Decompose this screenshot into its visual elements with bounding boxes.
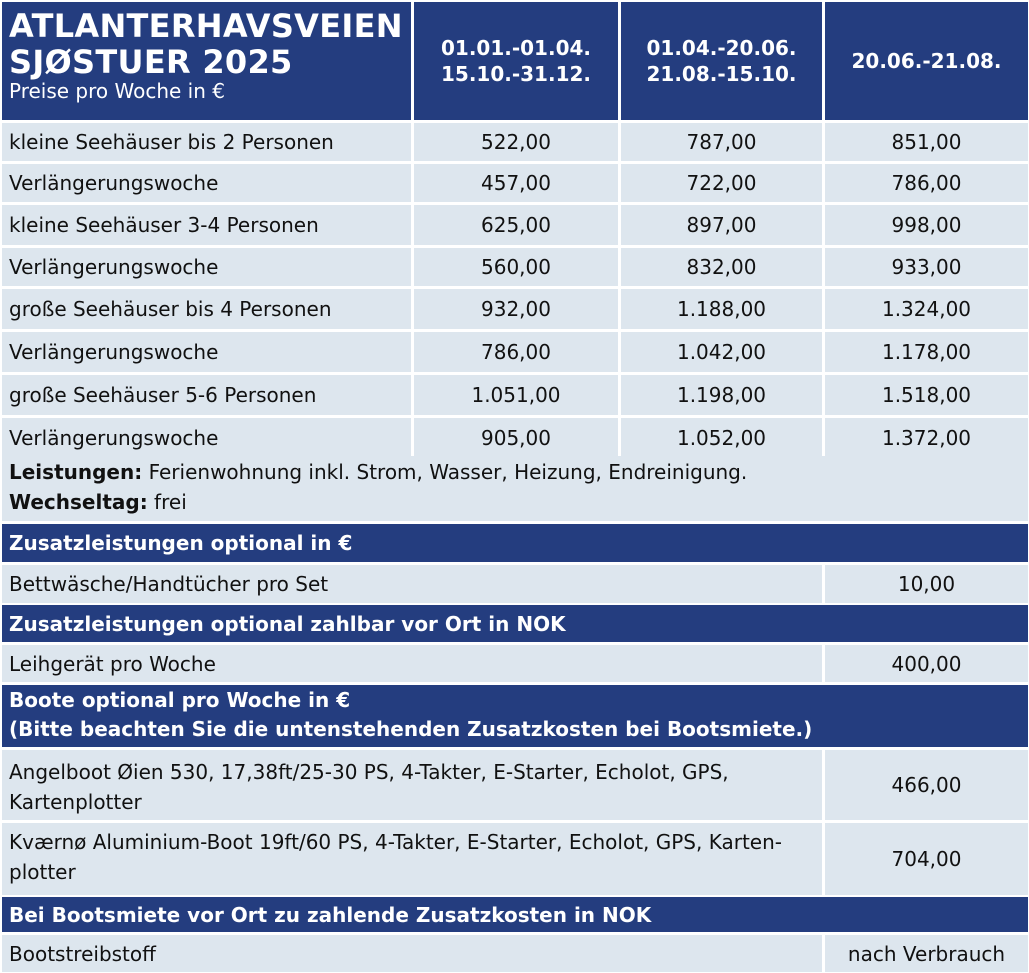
price-row-value-period-3: 786,00 [825, 164, 1028, 202]
title-line-1: ATLANTERHAVSVEIEN [9, 7, 403, 45]
boat-1-label-line-2: Kartenplotter [9, 790, 142, 814]
price-row-value-period-3: 1.178,00 [825, 332, 1028, 372]
boat-2-label [2, 823, 822, 895]
price-row-value-period-2: 1.188,00 [621, 289, 822, 329]
price-row-value-period-3: 1.324,00 [825, 289, 1028, 329]
price-row-value-period-1: 932,00 [414, 289, 618, 329]
notes-cell [2, 456, 1028, 521]
price-row-value-period-1: 905,00 [414, 418, 618, 458]
period-1-line-1: 01.01.-01.04. [440, 36, 592, 60]
section-boats-title [2, 685, 1028, 747]
price-row-value-period-1: 1.051,00 [414, 375, 618, 415]
leistungen-label: Leistungen: [9, 460, 143, 484]
boat-1-label-line-1: Angelboot Øien 530, 17,38ft/25-30 PS, 4-Takter, E-Starter, Echolot, GPS, [9, 760, 729, 784]
price-row-label: Verlängerungswoche [2, 332, 411, 372]
section-extras-eur-title: Zusatzleistungen optional in € [2, 524, 1028, 562]
price-row-value-period-2: 832,00 [621, 248, 822, 286]
price-row-value-period-3: 998,00 [825, 205, 1028, 245]
price-row-value-period-3: 933,00 [825, 248, 1028, 286]
wechseltag-line [9, 490, 1028, 514]
title-line-2: SJØSTUER 2025 [9, 43, 293, 81]
boat-2-value: 704,00 [825, 823, 1028, 895]
wechseltag-label: Wechseltag: [9, 490, 148, 514]
period-header-1 [414, 2, 618, 120]
boat-costs-item-value: nach Verbrauch [825, 935, 1028, 972]
boats-title-line-2: (Bitte beachten Sie die untenstehenden Zusatzkosten bei Bootsmiete.) [9, 717, 813, 741]
price-row-value-period-1: 457,00 [414, 164, 618, 202]
extras-eur-item-value: 10,00 [825, 565, 1028, 603]
period-2-line-1: 01.04.-20.06. [646, 36, 797, 60]
leistungen-text: Ferienwohnung inkl. Strom, Wasser, Heizung, Endreinigung. [142, 460, 748, 484]
period-header-3 [825, 2, 1028, 120]
price-row-value-period-2: 897,00 [621, 205, 822, 245]
subtitle: Preise pro Woche in € [9, 79, 225, 103]
boat-1-label [2, 750, 822, 820]
price-row-value-period-2: 787,00 [621, 123, 822, 161]
boats-title-line-1: Boote optional pro Woche in € [9, 688, 351, 712]
price-row-value-period-2: 1.042,00 [621, 332, 822, 372]
price-row-label: Verlängerungswoche [2, 418, 411, 458]
section-boat-costs-title: Bei Bootsmiete vor Ort zu zahlende Zusatzkosten in NOK [2, 897, 1028, 932]
price-row-label: kleine Seehäuser 3-4 Personen [2, 205, 411, 245]
price-row-value-period-2: 1.198,00 [621, 375, 822, 415]
price-row-label: kleine Seehäuser bis 2 Personen [2, 123, 411, 161]
period-3-line-1: 20.06.-21.08. [851, 49, 1002, 73]
boat-costs-item-label: Bootstreibstoff [2, 935, 822, 972]
price-row-value-period-3: 1.518,00 [825, 375, 1028, 415]
price-row-value-period-2: 722,00 [621, 164, 822, 202]
price-row-label: große Seehäuser bis 4 Personen [2, 289, 411, 329]
extras-eur-item-label: Bettwäsche/Handtücher pro Set [2, 565, 822, 603]
price-row-value-period-1: 625,00 [414, 205, 618, 245]
price-row-label: große Seehäuser 5-6 Personen [2, 375, 411, 415]
extras-nok-item-label: Leihgerät pro Woche [2, 645, 822, 682]
price-row-value-period-3: 1.372,00 [825, 418, 1028, 458]
price-row-value-period-1: 522,00 [414, 123, 618, 161]
price-row-label: Verlängerungswoche [2, 164, 411, 202]
leistungen-line [9, 460, 1028, 484]
price-row-value-period-1: 560,00 [414, 248, 618, 286]
period-header-2 [621, 2, 822, 120]
period-2-line-2: 21.08.-15.10. [646, 62, 797, 86]
price-row-value-period-3: 851,00 [825, 123, 1028, 161]
header-title-cell [2, 2, 411, 120]
price-row-value-period-1: 786,00 [414, 332, 618, 372]
price-row-value-period-2: 1.052,00 [621, 418, 822, 458]
boat-1-value: 466,00 [825, 750, 1028, 820]
boat-2-label-line-1: Kværnø Aluminium-Boot 19ft/60 PS, 4-Takter, E-Starter, Echolot, GPS, Karten- [9, 830, 782, 854]
boat-2-label-line-2: plotter [9, 860, 76, 884]
extras-nok-item-value: 400,00 [825, 645, 1028, 682]
wechseltag-text: frei [147, 490, 187, 514]
period-1-line-2: 15.10.-31.12. [440, 62, 592, 86]
section-extras-nok-title: Zusatzleistungen optional zahlbar vor Ort in NOK [2, 605, 1028, 642]
price-row-label: Verlängerungswoche [2, 248, 411, 286]
